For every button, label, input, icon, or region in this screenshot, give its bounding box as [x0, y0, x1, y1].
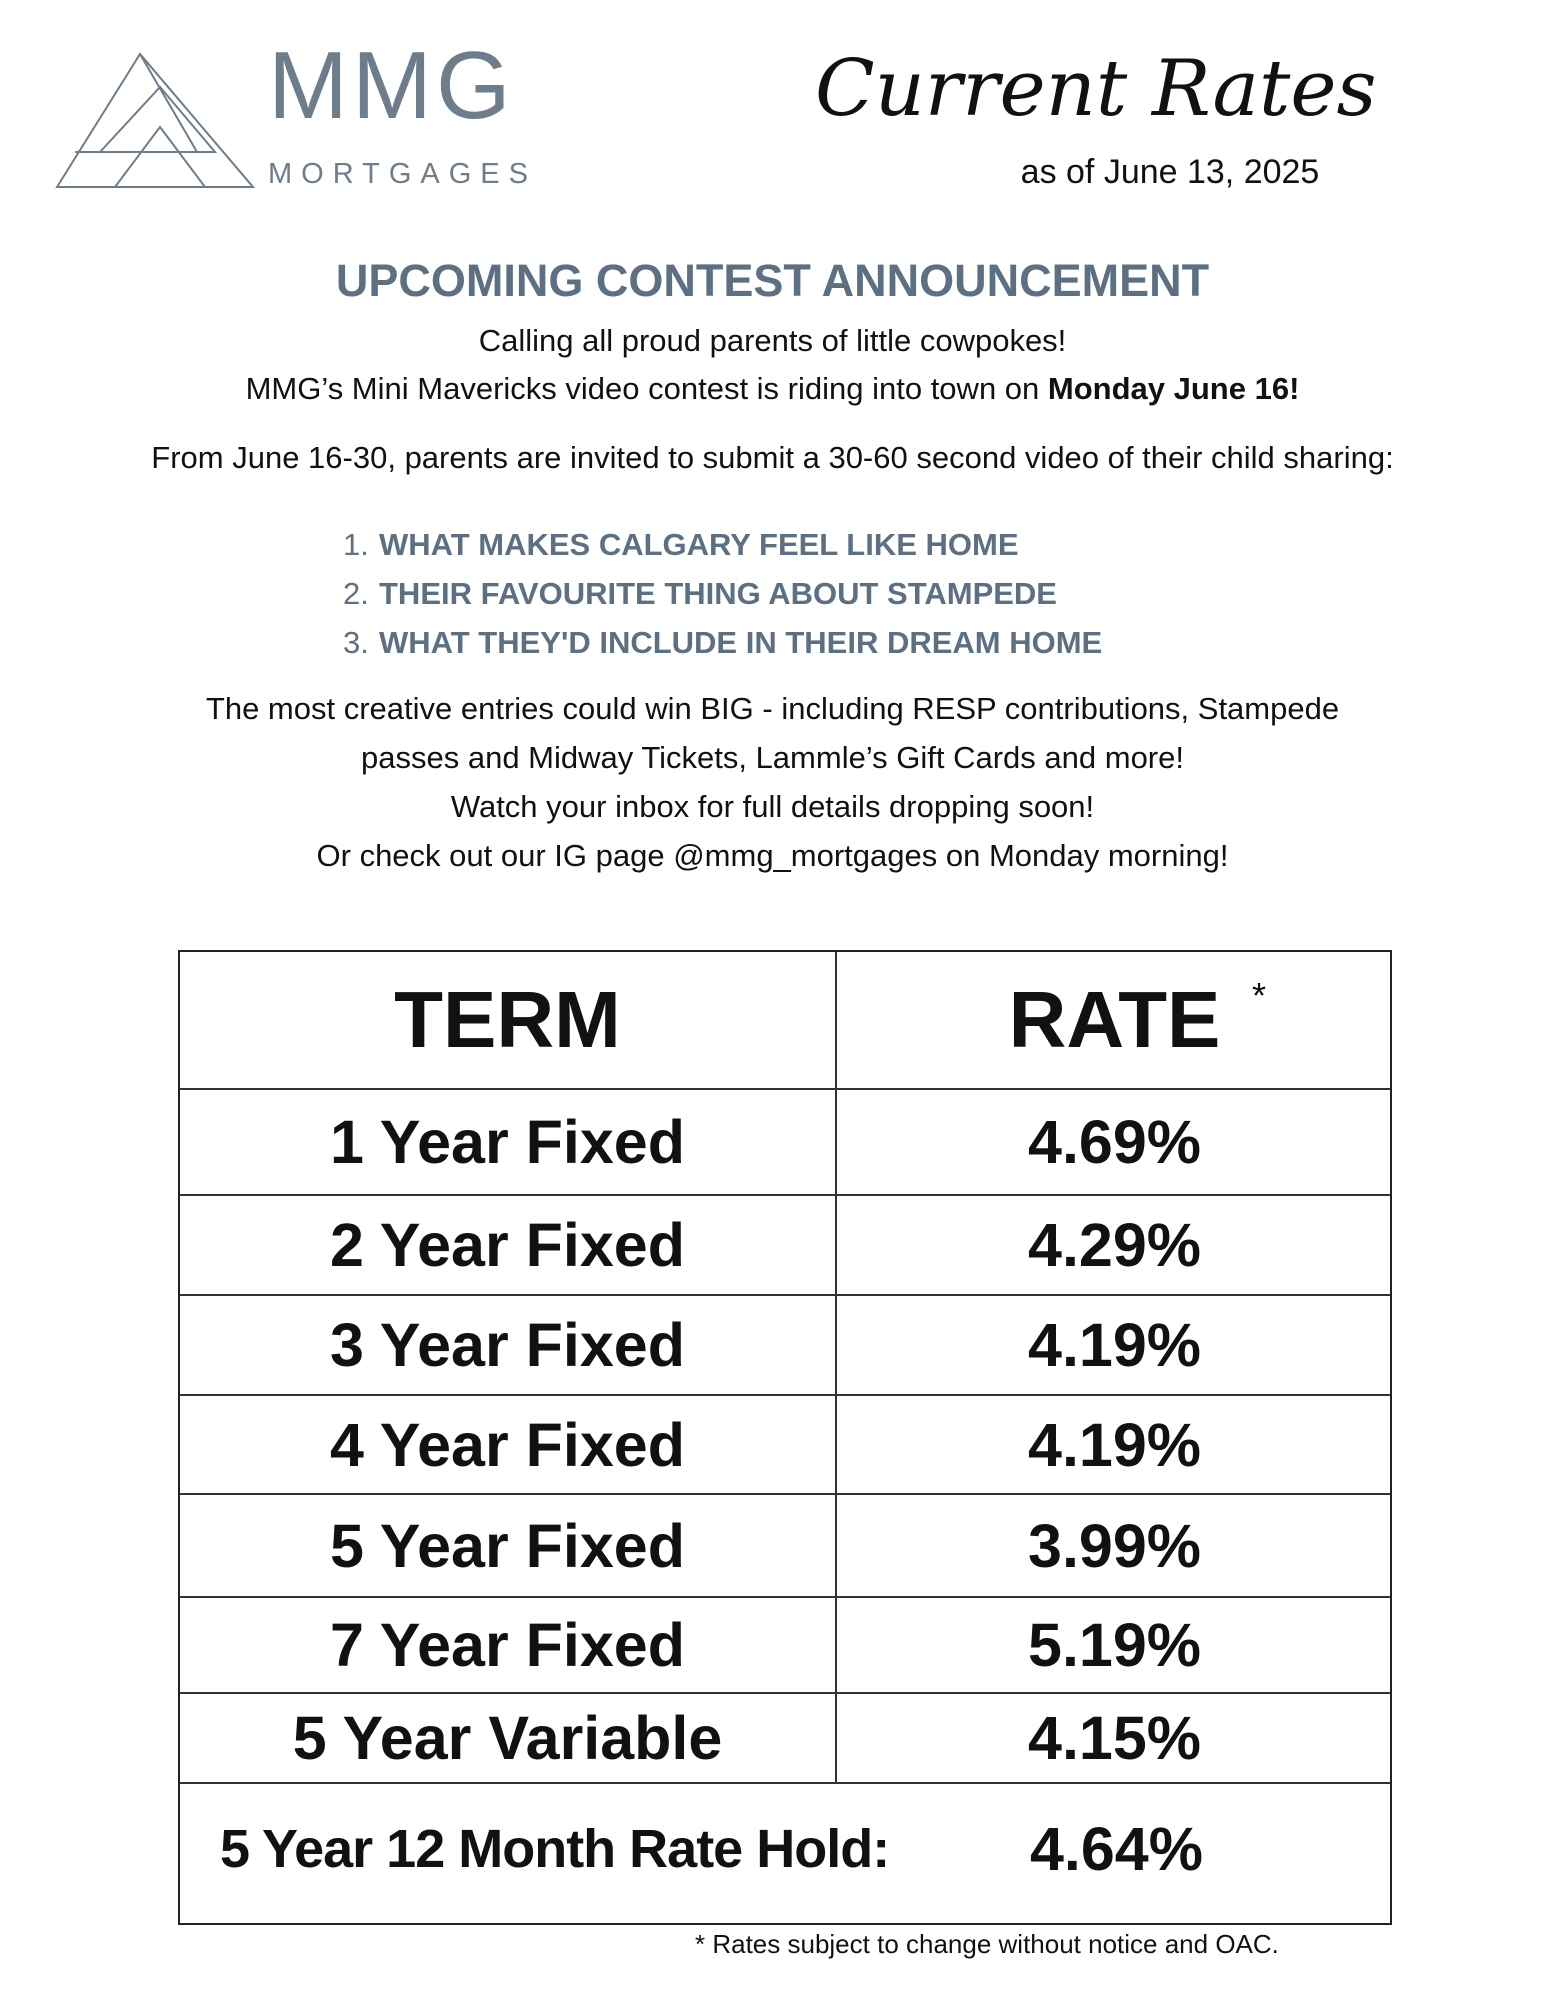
list-item	[343, 623, 1102, 672]
table-row	[180, 1598, 1390, 1694]
rate-cell: 4.19%	[1028, 1410, 1201, 1479]
rate-cell: 4.15%	[1028, 1704, 1201, 1772]
contest-topic-list	[343, 525, 1102, 672]
table-row	[180, 1694, 1390, 1784]
table-row	[180, 1296, 1390, 1396]
announcement-line-1: Calling all proud parents of little cowpokes!	[478, 323, 1067, 358]
prize-line-2: passes and Midway Tickets, Lammle’s Gift Cards and more!	[361, 740, 1184, 775]
list-number: 1.	[343, 527, 369, 562]
page-title: Current Rates	[815, 44, 1377, 134]
term-cell: 1 Year Fixed	[180, 1090, 837, 1194]
term-header: TERM	[180, 952, 837, 1088]
rate-header: RATE	[1008, 975, 1221, 1064]
disclaimer: * Rates subject to change without notice and OAC.	[695, 1929, 1279, 1959]
announcement-line-3: From June 16-30, parents are invited to submit a 30-60 second video of their child sharing:	[151, 440, 1394, 475]
list-text: WHAT MAKES CALGARY FEEL LIKE HOME	[379, 527, 1019, 562]
logo-wordmark: MMG	[268, 32, 515, 139]
list-number: 2.	[343, 576, 369, 611]
term-cell: 4 Year Fixed	[180, 1396, 837, 1493]
term-cell: 7 Year Fixed	[180, 1598, 837, 1692]
table-row	[180, 1495, 1390, 1598]
rate-hold-term: 5 Year 12 Month Rate Hold:	[220, 1819, 890, 1879]
rates-date: as of June 13, 2025	[1020, 153, 1320, 191]
rate-cell: 4.19%	[1028, 1311, 1201, 1379]
triangle-mountain-logo-icon	[55, 52, 255, 192]
list-number: 3.	[343, 625, 369, 660]
table-header-row	[180, 952, 1390, 1090]
list-text: WHAT THEY'D INCLUDE IN THEIR DREAM HOME	[379, 625, 1103, 660]
prize-line-3: Watch your inbox for full details dropping soon!	[450, 789, 1095, 824]
rate-cell: 3.99%	[1028, 1511, 1201, 1580]
logo-subtitle: MORTGAGES	[268, 158, 537, 190]
term-cell: 5 Year Fixed	[180, 1495, 837, 1596]
list-item	[343, 525, 1102, 574]
list-item	[343, 574, 1102, 623]
term-cell: 5 Year Variable	[180, 1694, 837, 1782]
rate-cell: 5.19%	[1028, 1611, 1201, 1679]
list-text: THEIR FAVOURITE THING ABOUT STAMPEDE	[379, 576, 1057, 611]
table-row	[180, 1090, 1390, 1196]
prize-line-1: The most creative entries could win BIG - including RESP contributions, Stampede	[205, 691, 1340, 726]
announcement-title: UPCOMING CONTEST ANNOUNCEMENT	[335, 255, 1210, 306]
rate-hold-rate: 4.64%	[1030, 1815, 1203, 1883]
rates-table	[178, 950, 1392, 1925]
announcement-line-2	[0, 373, 1545, 404]
table-row	[180, 1196, 1390, 1296]
term-cell: 2 Year Fixed	[180, 1196, 837, 1294]
table-row	[180, 1396, 1390, 1495]
term-cell: 3 Year Fixed	[180, 1296, 837, 1394]
announcement-line-2-text: MMG’s Mini Mavericks video contest is riding into town on	[245, 371, 1048, 406]
rate-cell: 4.29%	[1028, 1211, 1201, 1279]
rate-hold-row	[180, 1774, 1390, 1924]
rate-asterisk: *	[1252, 975, 1267, 1016]
announcement-date: Monday June 16!	[1047, 371, 1300, 406]
rate-cell: 4.69%	[1028, 1108, 1201, 1176]
prize-line-4: Or check out our IG page @mmg_mortgages on Monday morning!	[316, 838, 1229, 873]
